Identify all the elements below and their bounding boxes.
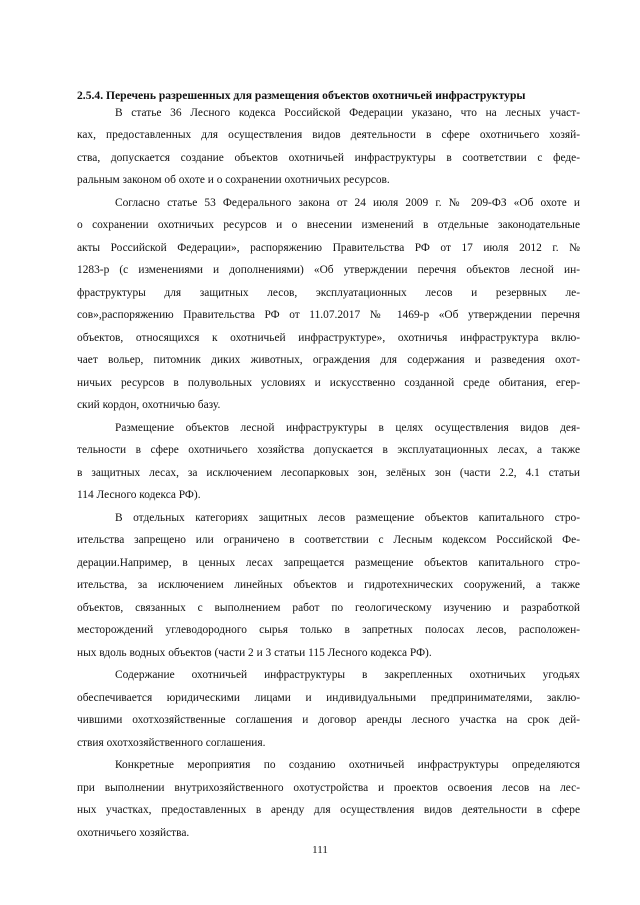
paragraph-6-line: ных участках, предоставленных в аренду для осуществления видов деятельности в сфере (77, 804, 580, 816)
paragraph-4-line: ительства, за исключением линейных объектов и гидротехнических сооружений, а также (77, 579, 580, 591)
paragraph-4-line: объектов, связанных с выполнением работ по геологическому изучению и разработкой (77, 602, 580, 614)
paragraph-3-line: тельности в сфере охотничьего хозяйства допускается в эксплуатационных лесах, а также (77, 444, 580, 456)
paragraph-2-line: о сохранении охотничьих ресурсов и о внесении изменений в отдельные законодательные (77, 219, 580, 231)
paragraph-6-line: охотничьего хозяйства. (77, 827, 190, 839)
paragraph-2-line: акты Российской Федерации», распоряжению Правительства РФ от 17 июля 2012 г. № (77, 242, 580, 254)
paragraph-3-line: 114 Лесного кодекса РФ). (77, 489, 201, 501)
paragraph-3-line: Размещение объектов лесной инфраструктуры в целях осуществления видов дея- (115, 422, 580, 434)
paragraph-4-line: ительства запрещено или ограничено в соответствии с Лесным кодексом Российской Фе- (77, 534, 580, 546)
paragraph-5-line: чившими охотхозяйственные соглашения и договор аренды лесного участка на срок дей- (77, 714, 580, 726)
paragraph-5-line: ствия охотхозяйственного соглашения. (77, 737, 266, 749)
paragraph-3-line: в защитных лесах, за исключением лесопарковых зон, зелёных зон (части 2.2, 4.1 статьи (77, 467, 580, 479)
paragraph-1-line: В статье 36 Лесного кодекса Российской Федерации указано, что на лесных участ- (115, 107, 580, 119)
paragraph-2-line: Согласно статье 53 Федерального закона от 24 июля 2009 г. № 209-ФЗ «Об охоте и (115, 197, 580, 209)
page-number: 111 (312, 844, 328, 856)
paragraph-2-line: чает вольер, питомник диких животных, ограждения для содержания и разведения охот- (77, 354, 580, 366)
paragraph-6-line: при выполнении внутрихозяйственного охотустройства и проектов освоения лесов на лес- (77, 782, 580, 794)
paragraph-1-line: ральным законом об охоте и о сохранении охотничьих ресурсов. (77, 174, 390, 186)
paragraph-5-line: обеспечивается юридическими лицами и индивидуальными предпринимателями, заклю- (77, 692, 580, 704)
paragraph-6-line: Конкретные мероприятия по созданию охотничьей инфраструктуры определяются (115, 759, 580, 771)
paragraph-2-line: ский кордон, охотничью базу. (77, 399, 221, 411)
paragraph-2-line: ничьих ресурсов в полувольных условиях и искусственно созданной среде обитания, егер- (77, 377, 580, 389)
paragraph-4-line: дерации.Например, в ценных лесах запрещается размещение объектов капитального стро- (77, 557, 580, 569)
paragraph-4-line: ных вдоль водных объектов (части 2 и 3 статьи 115 Лесного кодекса РФ). (77, 647, 432, 659)
paragraph-4-line: В отдельных категориях защитных лесов размещение объектов капитального стро- (115, 512, 580, 524)
paragraph-5-line: Содержание охотничьей инфраструктуры в закрепленных охотничьих угодьях (115, 669, 580, 681)
paragraph-2-line: сов»,распоряжению Правительства РФ от 11.07.2017 № 1469-р «Об утверждении перечня (77, 309, 580, 321)
paragraph-4-line: месторождений углеводородного сырья только в запретных полосах лесов, расположен- (77, 624, 580, 636)
paragraph-2-line: объектов, относящихся к охотничьей инфраструктуре», охотничья инфраструктура вклю- (77, 332, 580, 344)
paragraph-1-line: ства, допускается создание объектов охотничьей инфраструктуры в соответствии с феде- (77, 152, 580, 164)
paragraph-2-line: фраструктуры для защитных лесов, эксплуатационных лесов и резервных ле- (77, 287, 580, 299)
section-heading: 2.5.4. Перечень разрешенных для размещения объектов охотничьей инфраструктуры (77, 89, 526, 102)
paragraph-2-line: 1283-р (с изменениями и дополнениями) «Об утверждении перечня объектов лесной ин- (77, 264, 580, 276)
paragraph-1-line: ках, предоставленных для осуществления видов деятельности в сфере охотничьего хозяй- (77, 129, 580, 141)
